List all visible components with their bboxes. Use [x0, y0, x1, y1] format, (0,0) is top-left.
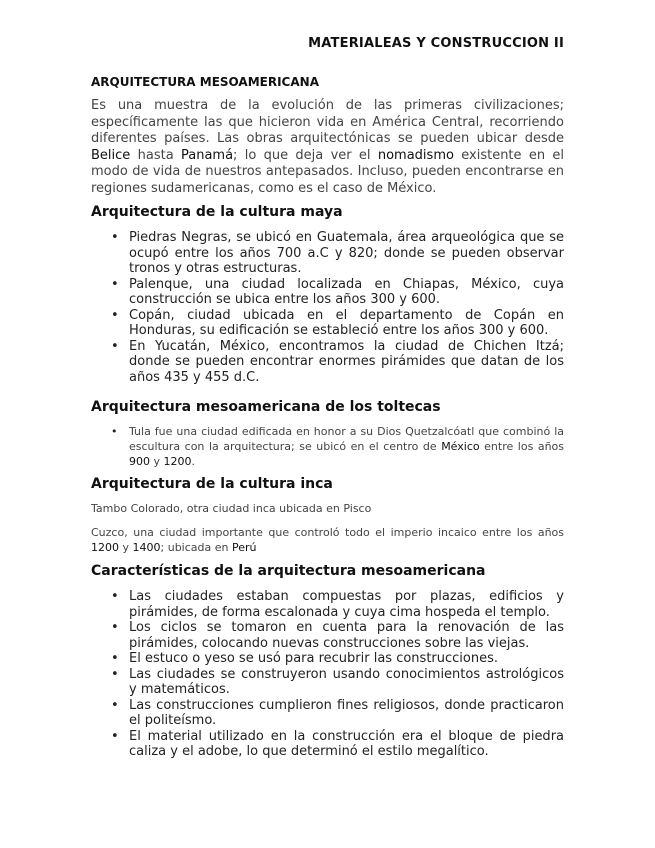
intro-text-4: existente en el modo de vida de nuestros antepasados. Incluso, pueden encontrarse en regiones sudamericanas, como es el caso de México. — [91, 147, 565, 196]
inca-text-1: Cuzco, una ciudad importante que controló todo el imperio incaico entre los años — [91, 526, 564, 539]
list-item: • Piedras Negras, se ubicó en Guatemala, área arqueológica que se ocupó entre los años 700 a.C y 820; donde se pueden observar tronos y otras estructuras. — [111, 230, 564, 277]
inca-year-1200: 1200 — [91, 541, 119, 554]
inca-year-1400: 1400 — [132, 541, 161, 554]
intro-paragraph — [91, 98, 564, 197]
inca-paragraph-1: Tambo Colorado, otra ciudad inca ubicada en Pisco — [91, 502, 372, 515]
toltec-text-3: y — [150, 455, 164, 468]
intro-text-2: hasta — [130, 147, 181, 163]
inca-text-2: y — [119, 541, 133, 554]
list-item: • Las ciudades estaban compuestas por plazas, edificios y pirámides, de forma escalonada y cuya cima hospeda el templo. — [111, 589, 564, 620]
intro-nomadismo: nomadismo — [377, 147, 454, 163]
list-item: • El material utilizado en la construcción era el bloque de piedra caliza y el adobe, lo que determinó el estilo megalítico. — [111, 729, 564, 760]
features-heading: Características de la arquitectura mesoamericana — [91, 563, 486, 579]
toltec-heading: Arquitectura mesoamericana de los toltecas — [91, 399, 441, 415]
toltec-year-900: 900 — [129, 455, 150, 468]
list-item: • Palenque, una ciudad localizada en Chiapas, México, cuya construcción se ubica entre los años 300 y 600. — [111, 277, 564, 308]
list-item: • Las ciudades se construyeron usando conocimientos astrológicos y matemáticos. — [111, 667, 564, 698]
list-item: • En Yucatán, México, encontramos la ciudad de Chichen Itzá; donde se pueden encontrar enormes pirámides que datan de los años 435 y 455 d.C. — [111, 339, 564, 386]
toltec-text-2: entre los años — [479, 440, 565, 453]
toltec-mexico: México — [441, 440, 480, 453]
list-item: • Copán, ciudad ubicada en el departamento de Copán en Honduras, su edificación se estableció entre los años 300 y 600. — [111, 308, 564, 339]
intro-belice: Belice — [91, 147, 131, 163]
list-item — [111, 424, 564, 469]
maya-list — [111, 230, 564, 385]
maya-heading: Arquitectura de la cultura maya — [91, 204, 343, 220]
intro-panama: Panamá — [180, 147, 234, 163]
list-item: • Las construcciones cumplieron fines religiosos, donde practicaron el politeísmo. — [111, 698, 564, 729]
toltec-text-4: . — [191, 455, 196, 468]
inca-text-3: ; ubicada en — [160, 541, 232, 554]
intro-text-1: Es una muestra de la evolución de las primeras civilizaciones; específicamente las que hicieron vida en América Central, recorriendo diferentes países. Las obras arquitectónicas se pueden ubicar desde — [91, 98, 564, 146]
page-header: MATERIALEAS Y CONSTRUCCION II — [308, 36, 564, 51]
features-list — [111, 589, 564, 760]
intro-text-3: ; lo que deja ver el — [233, 147, 378, 163]
list-item: • El estuco o yeso se usó para recubrir las construcciones. — [111, 651, 564, 667]
toltec-text-1: Tula fue una ciudad edificada en honor a su Dios Quetzalcóatl que combinó la escultura con la arquitectura; se ubicó en el centro de — [129, 425, 564, 453]
toltec-list — [111, 424, 564, 469]
toltec-year-1200: 1200 — [163, 455, 192, 468]
inca-peru: Perú — [231, 541, 257, 554]
inca-paragraph-2 — [91, 525, 564, 555]
main-title: ARQUITECTURA MESOAMERICANA — [91, 75, 319, 89]
list-item: • Los ciclos se tomaron en cuenta para la renovación de las pirámides, colocando nuevas construcciones sobre las viejas. — [111, 620, 564, 651]
inca-heading: Arquitectura de la cultura inca — [91, 476, 333, 492]
